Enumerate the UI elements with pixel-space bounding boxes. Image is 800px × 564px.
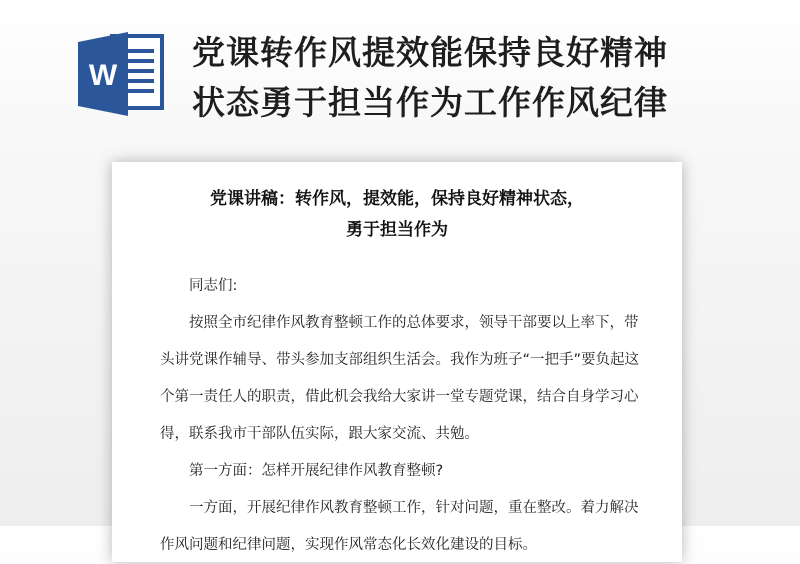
word-icon-letter: W [88, 59, 118, 92]
body-paragraph: 一方面，开展纪律作风教育整顿工作，针对问题，重在整改。着力解决作风问题和纪律问题，实现作风常态化长效化建设的目标。 [160, 500, 639, 553]
document-page [112, 162, 682, 562]
salutation: 同志们: [189, 278, 238, 294]
banner-title-line-2: 状态勇于担当作为工作作风纪律 [192, 83, 668, 122]
document-title-line-2: 勇于担当作为 [346, 220, 448, 240]
section-heading: 第一方面：怎样开展纪律作风教育整顿? [189, 463, 444, 479]
document-body [160, 268, 650, 564]
word-icon [76, 29, 166, 119]
banner-title-line-1: 党课转作风提效能保持良好精神 [192, 33, 668, 72]
banner-title [192, 28, 782, 128]
body-paragraph: 按照全市纪律作风教育整顿工作的总体要求，领导干部要以上率下，带头讲党课作辅导、带头参加支部组织生活会。我作为班子“一把手”要负起这个第一责任人的职责，借此机会我给大家讲一堂专题党课，结合自身学习心得，联系我市干部队伍实际，跟大家交流、共勉。 [160, 315, 640, 442]
banner [0, 0, 800, 145]
document-title [112, 184, 682, 246]
document-title-line-1: 党课讲稿：转作风，提效能，保持良好精神状态， [210, 189, 584, 209]
